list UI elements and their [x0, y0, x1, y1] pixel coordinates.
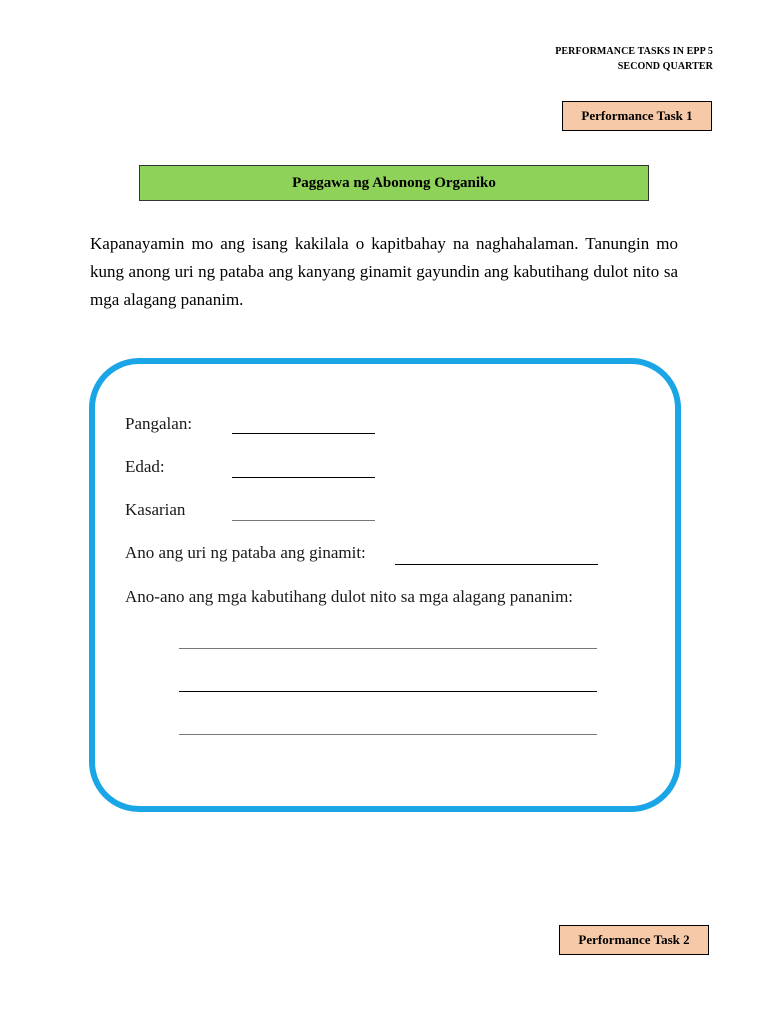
performance-task-2-label: Performance Task 2: [559, 925, 709, 955]
fertilizer-type-label: Ano ang uri ng pataba ang ginamit:: [125, 543, 366, 562]
page-title: Paggawa ng Abonong Organiko: [139, 165, 649, 201]
benefits-answer-line-2[interactable]: [179, 691, 597, 692]
header-title: PERFORMANCE TASKS IN EPP 5: [555, 46, 713, 57]
instructions-paragraph: Kapanayamin mo ang isang kakilala o kapitbahay na naghahalaman. Tanungin mo kung anong uri ng pataba ang kanyang ginamit gayundin ang kabutihang dulot nito sa mga alagang pananim.: [90, 234, 678, 309]
benefits-answer-line-3[interactable]: [179, 734, 597, 735]
sex-answer-line[interactable]: [232, 520, 375, 521]
benefits-answer-line-1[interactable]: [179, 648, 597, 649]
name-answer-line[interactable]: [232, 433, 375, 434]
name-label: Pangalan:: [125, 414, 193, 433]
age-answer-line[interactable]: [232, 477, 375, 478]
header-subtitle: SECOND QUARTER: [617, 61, 713, 72]
performance-task-1-label: Performance Task 1: [562, 101, 712, 131]
age-label: Edad:: [125, 457, 165, 476]
fertilizer-type-answer-line[interactable]: [395, 564, 598, 565]
benefits-label: Ano-ano ang mga kabutihang dulot nito sa mga alagang pananim:: [125, 587, 574, 606]
sex-label: Kasarian: [125, 500, 186, 519]
